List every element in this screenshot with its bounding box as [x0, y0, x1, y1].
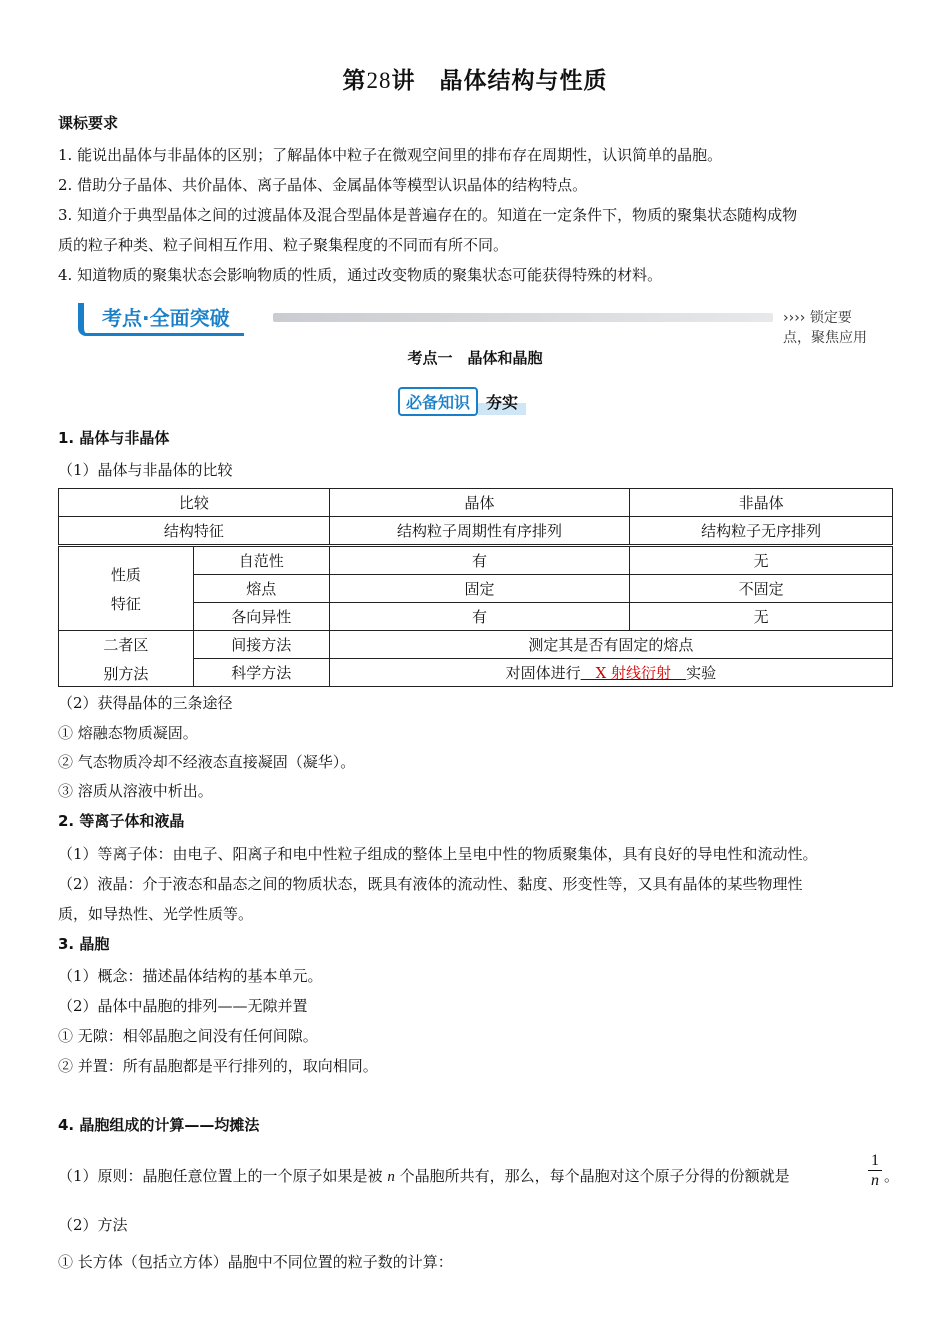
banner-right-text: ›››› 锁定要点，聚焦应用: [783, 310, 867, 346]
table-cell: 科学方法: [193, 659, 329, 687]
table-cell: 无: [630, 546, 893, 575]
table-cell: 自范性: [193, 546, 329, 575]
s4-principle-end: 。: [884, 1167, 900, 1185]
s1-sub2: （2）获得晶体的三条途径: [58, 694, 233, 712]
table-row: [59, 546, 893, 575]
table-cell: 间接方法: [193, 631, 329, 659]
s3-line: （1）概念：描述晶体结构的基本单元。: [58, 967, 323, 985]
s3-line: ① 无隙：相邻晶胞之间没有任何间隙。: [58, 1027, 318, 1045]
table-cell: 测定其是否有固定的熔点: [329, 631, 892, 659]
list-item: ① 熔融态物质凝固。: [58, 724, 198, 742]
table-cell: 晶体: [329, 489, 630, 517]
s2-line: （2）液晶：介于液态和晶态之间的物质状态，既具有液体的流动性、黏度、形变性等，又具有晶体的某些物理性: [58, 875, 803, 893]
s4-method-item: ① 长方体（包括立方体）晶胞中不同位置的粒子数的计算：: [58, 1253, 453, 1271]
s3-line: ② 并置：所有晶胞都是平行排列的，取向相同。: [58, 1057, 378, 1075]
curriculum-heading: 课标要求: [58, 114, 119, 132]
table-cell: 结构粒子周期性有序排列: [329, 517, 630, 546]
table-cell: 比较: [59, 489, 330, 517]
table-cell: 固定: [329, 575, 630, 603]
s1-heading: 1. 晶体与非晶体: [58, 429, 170, 447]
list-item: ③ 溶质从溶液中析出。: [58, 782, 213, 800]
curriculum-item: 1. 能说出晶体与非晶体的区别；了解晶体中粒子在微观空间里的排布存在周期性，认识简单的晶胞。: [58, 146, 723, 164]
answer-fill: X 射线衍射: [580, 664, 687, 682]
s1-sub1: （1）晶体与非晶体的比较: [58, 461, 233, 479]
table-cell: 非晶体: [630, 489, 893, 517]
s4-principle: （1）原则：晶胞任意位置上的一个原子如果是被 n 个晶胞所共有，那么，每个晶胞对这个原子分得的份额就是: [58, 1167, 790, 1185]
list-item: ② 气态物质冷却不经液态直接凝固（凝华）。: [58, 753, 356, 771]
table-cell: 无: [630, 603, 893, 631]
table-cell: 不固定: [630, 575, 893, 603]
comparison-table: [58, 488, 893, 687]
table-cell: 各向异性: [193, 603, 329, 631]
s3-line: （2）晶体中晶胞的排列——无隙并置: [58, 997, 308, 1015]
section-title: 考点一 晶体和晶胞: [407, 349, 543, 367]
curriculum-item: 2. 借助分子晶体、共价晶体、离子晶体、金属晶体等模型认识晶体的结构特点。: [58, 176, 588, 194]
banner-tag: 考点·全面突破: [78, 303, 244, 336]
table-cell: 有: [329, 603, 630, 631]
banner-bar: [273, 313, 773, 322]
s3-heading: 3. 晶胞: [58, 935, 110, 953]
table-cell: 性质 特征: [59, 546, 194, 631]
table-cell: 结构特征: [59, 517, 330, 546]
s2-heading: 2. 等离子体和液晶: [58, 812, 185, 830]
knowledge-tag: 必备知识 夯实: [398, 387, 526, 415]
table-cell: 二者区 别方法: [59, 631, 194, 687]
curriculum-item: 3. 知道介于典型晶体之间的过渡晶体及混合型晶体是普遍存在的。知道在一定条件下，物质的聚集状态随构成物: [58, 206, 798, 224]
s2-line: 质，如导热性、光学性质等。: [58, 905, 254, 923]
s2-line: （1）等离子体：由电子、阳离子和电中性粒子组成的整体上呈电中性的物质聚集体，具有良好的导电性和流动性。: [58, 845, 818, 863]
page-title: 第28讲 晶体结构与性质: [342, 68, 608, 94]
table-row: [59, 489, 893, 517]
fraction-1-over-n: $\frac{1}{n}$: [868, 1152, 882, 1191]
table-row: [59, 517, 893, 546]
s4-heading: 4. 晶胞组成的计算——均摊法: [58, 1116, 260, 1134]
curriculum-item: 质的粒子种类、粒子间相互作用、粒子聚集程度的不同而有所不同。: [58, 236, 509, 254]
table-cell: 结构粒子无序排列: [630, 517, 893, 546]
curriculum-item: 4. 知道物质的聚集状态会影响物质的性质，通过改变物质的聚集状态可能获得特殊的材料。: [58, 266, 663, 284]
table-row: [59, 631, 893, 659]
s4-method: （2）方法: [58, 1216, 128, 1234]
table-cell: 熔点: [193, 575, 329, 603]
table-cell: 有: [329, 546, 630, 575]
section-banner: [78, 301, 878, 346]
table-cell: 对固体进行 X 射线衍射 实验: [329, 659, 892, 687]
